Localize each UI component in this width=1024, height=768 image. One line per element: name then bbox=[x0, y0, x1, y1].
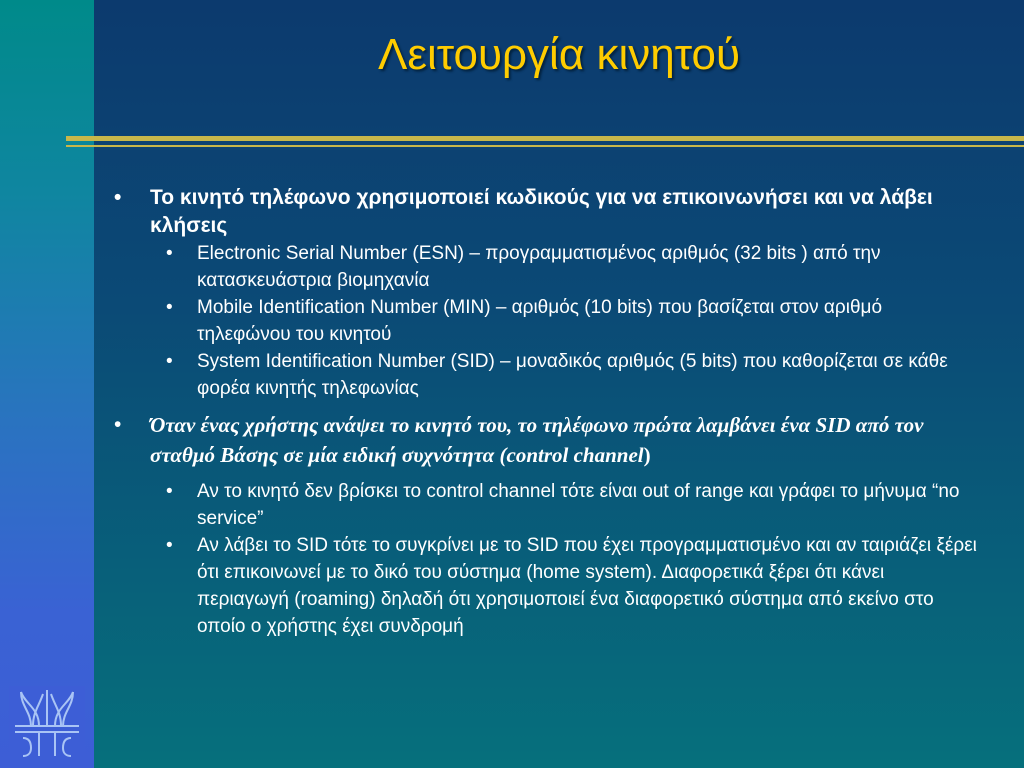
bullet-2-sub-2-marker: • bbox=[166, 535, 173, 556]
left-gradient-band bbox=[0, 0, 94, 768]
bullet-2-sub-1 bbox=[108, 478, 988, 532]
slide-body bbox=[108, 184, 988, 640]
bullet-1-sub-2-text: Mobile Identification Number (MIN) – αριθμός (10 bits) που βασίζεται στον αριθμό τηλεφώνου του κινητού bbox=[197, 297, 883, 345]
bullet-1-sub-1-marker: • bbox=[166, 243, 173, 264]
bullet-1-sub-3-text: System Identification Number (SID) – μοναδικός αριθμός (5 bits) που καθορίζεται σε κάθε φορέα κινητής τηλεφωνίας bbox=[197, 351, 948, 399]
bullet-1 bbox=[108, 184, 988, 240]
bullet-2-sub-2 bbox=[108, 532, 988, 640]
bullet-1-sub-3 bbox=[108, 348, 988, 402]
title-divider-thin bbox=[66, 145, 1024, 147]
university-tree-logo-icon bbox=[9, 686, 85, 762]
bullet-1-sub-1-text: Electronic Serial Number (ESN) – προγραμματισμένος αριθμός (32 bits ) από την κατασκευάστρια βιομηχανία bbox=[197, 243, 881, 291]
bullet-2-text: Όταν ένας χρήστης ανάψει το κινητό του, το τηλέφωνο πρώτα λαμβάνει ένα SID από τον σταθμό Βάσης σε μία ειδική συχνότητα (control channel bbox=[150, 413, 924, 467]
bullet-2-marker: • bbox=[114, 413, 122, 436]
bullet-2-sub-2-text: Αν λάβει το SID τότε το συγκρίνει με το SID που έχει προγραμματισμένο και αν ταιριάζει ξέρει ότι επικοινωνεί με το δικό του σύστημα (home system). Διαφορετικά ξέρει ότι κάνει περιαγωγή (roaming) δηλαδή ότι χρησιμοποιεί ένα διαφορετικό σύστημα από εκείνο στο οποίο ο χρήστης έχει συνδρομή bbox=[197, 535, 977, 637]
slide-title: Λειτουργία κινητού bbox=[377, 30, 741, 79]
bullet-1-text: Το κινητό τηλέφωνο χρησιμοποιεί κωδικούς για να επικοινωνήσει και να λάβει κλήσεις bbox=[150, 186, 933, 237]
bullet-1-sub-2-marker: • bbox=[166, 297, 173, 318]
bullet-2 bbox=[108, 410, 988, 470]
bullet-1-sub-2 bbox=[108, 294, 988, 348]
bullet-2-sub-1-text: Αν το κινητό δεν βρίσκει το control channel τότε είναι out of range και γράφει το μήνυμα “no service” bbox=[197, 481, 960, 529]
bullet-1-marker: • bbox=[114, 186, 122, 209]
title-divider-thick bbox=[66, 136, 1024, 141]
bullet-1-sub-3-marker: • bbox=[166, 351, 173, 372]
bullet-2-sub-1-marker: • bbox=[166, 481, 173, 502]
bullet-2-tail: ) bbox=[643, 443, 651, 467]
bullet-1-sub-1 bbox=[108, 240, 988, 294]
